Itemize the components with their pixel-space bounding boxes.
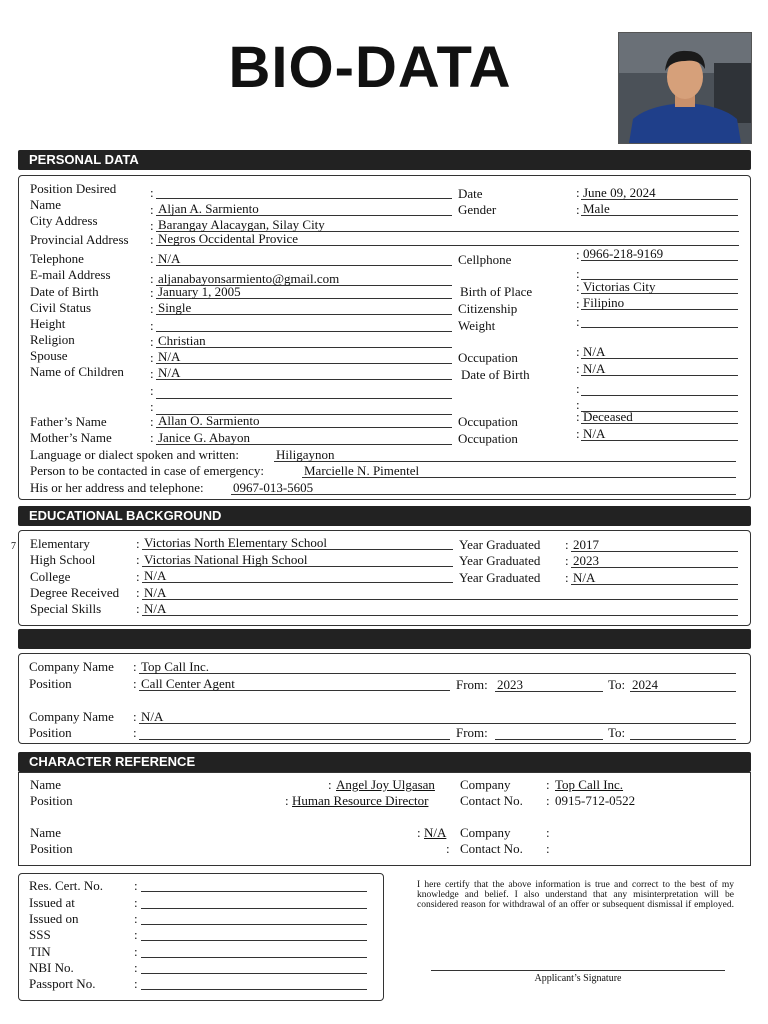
applicant-signature-label: Applicant’s Signature [534, 973, 622, 984]
city-address-field[interactable]: Barangay Alacaygan, Silay City [156, 218, 739, 232]
label-res-cert-no: Res. Cert. No. [29, 878, 104, 893]
label-language: Language or dialect spoken and written: [30, 447, 240, 462]
ref-position-1[interactable]: Human Resource Director [292, 793, 429, 808]
mother-occupation-field[interactable]: N/A [581, 427, 738, 441]
issued-on-field[interactable] [141, 911, 367, 925]
label-father-occupation: Occupation [458, 414, 518, 429]
religion-field[interactable]: Christian [156, 334, 452, 348]
label-children-date-of-birth: Date of Birth [461, 367, 530, 382]
provincial-address-field[interactable]: Negros Occidental Provice [156, 232, 739, 246]
spouse-field[interactable]: N/A [156, 350, 452, 364]
label-ref-name-1: Name [30, 777, 62, 792]
label-citizenship: Citizenship [458, 301, 518, 316]
label-college: College [30, 569, 71, 584]
emergency-contact-field[interactable]: Marcielle N. Pimentel [302, 464, 736, 478]
birth-of-place-field[interactable]: Victorias City [581, 280, 738, 294]
person-photo-icon [619, 33, 751, 143]
label-mother-occupation: Occupation [458, 431, 518, 446]
cellphone-field[interactable]: 0966-218-9169 [581, 247, 738, 261]
certification-text: I here certify that the above information is true and correct to the best of my knowledge and belief. I also understand that any misinterpretation will be considered reason for withdrawal of an offer or subsequent dismissal if employed. [417, 880, 734, 910]
elementary-field[interactable]: Victorias North Elementary School [142, 536, 453, 550]
section-educational-background: EDUCATIONAL BACKGROUND [18, 506, 751, 526]
label-religion: Religion [30, 332, 75, 347]
label-ref-position-2: Position [30, 841, 73, 856]
elementary-year-field[interactable]: 2017 [571, 538, 738, 552]
label-civil-status: Civil Status [30, 300, 92, 315]
emergency-address-field[interactable]: 0967-013-5605 [231, 481, 736, 495]
label-position-1: Position [29, 676, 72, 691]
label-issued-on: Issued on [29, 911, 79, 926]
to-field-1[interactable]: 2024 [630, 678, 736, 692]
label-company-name-1: Company Name [29, 659, 114, 674]
date-of-birth-field[interactable]: January 1, 2005 [156, 285, 452, 299]
label-birth-of-place: Birth of Place [460, 284, 533, 299]
label-year-graduated-elementary: Year Graduated [459, 537, 541, 552]
label-year-graduated-high-school: Year Graduated [459, 553, 541, 568]
label-ref-company-2: Company [460, 825, 511, 840]
label-date: Date [458, 186, 483, 201]
ref-contact-1[interactable]: 0915-712-0522 [555, 793, 636, 808]
company-name-field-1[interactable]: Top Call Inc. [139, 660, 736, 674]
children-date-of-birth-field[interactable]: N/A [581, 362, 738, 376]
label-fathers-name: Father’s Name [30, 414, 107, 429]
label-emergency-contact: Person to be contacted in case of emergency: [30, 463, 265, 478]
page-title: BIO-DATA [228, 35, 512, 100]
stray-mark: 7 [11, 541, 16, 552]
label-tin: TIN [29, 944, 51, 959]
label-city-address: City Address [30, 213, 98, 228]
nbi-no-field[interactable] [141, 960, 367, 974]
degree-received-field[interactable]: N/A [142, 586, 738, 600]
label-company-name-2: Company Name [29, 709, 114, 724]
company-name-field-2[interactable]: N/A [139, 710, 736, 724]
label-ref-position-1: Position [30, 793, 73, 808]
email-field[interactable]: aljanabayonsarmiento@gmail.com [156, 272, 452, 286]
children-field[interactable]: N/A [156, 366, 452, 380]
position-field-2[interactable] [139, 726, 450, 740]
label-to-2: To: [608, 725, 626, 740]
special-skills-field[interactable]: N/A [142, 602, 738, 616]
position-desired-field[interactable] [156, 185, 452, 199]
ref-company-1[interactable]: Top Call Inc. [555, 777, 624, 792]
label-telephone: Telephone [30, 251, 84, 266]
weight-field[interactable] [581, 314, 738, 328]
to-field-2[interactable] [630, 726, 736, 740]
label-to-1: To: [608, 677, 626, 692]
height-field[interactable] [156, 318, 452, 332]
label-email: E-mail Address [30, 267, 111, 282]
gender-field[interactable]: Male [581, 202, 738, 216]
label-nbi-no: NBI No. [29, 960, 74, 975]
label-year-graduated-college: Year Graduated [459, 570, 541, 585]
label-cellphone: Cellphone [458, 252, 512, 267]
from-field-1[interactable]: 2023 [495, 678, 603, 692]
passport-no-field[interactable] [141, 976, 367, 990]
label-ref-contact-1: Contact No. [460, 793, 523, 808]
label-spouse-occupation: Occupation [458, 350, 518, 365]
civil-status-field[interactable]: Single [156, 301, 452, 315]
sss-field[interactable] [141, 927, 367, 941]
language-field[interactable]: Hiligaynon [274, 448, 736, 462]
fathers-name-field[interactable]: Allan O. Sarmiento [156, 414, 452, 428]
college-field[interactable]: N/A [142, 569, 453, 583]
label-issued-at: Issued at [29, 895, 75, 910]
label-mothers-name: Mother’s Name [30, 430, 112, 445]
college-year-field[interactable]: N/A [571, 571, 738, 585]
telephone-field[interactable]: N/A [156, 252, 452, 266]
mothers-name-field[interactable]: Janice G. Abayon [156, 431, 452, 445]
father-occupation-field[interactable]: Deceased [581, 410, 738, 424]
label-from-1: From: [456, 677, 488, 692]
res-cert-no-field[interactable] [141, 878, 367, 892]
label-gender: Gender [458, 202, 497, 217]
children-date-of-birth-field-2[interactable] [581, 382, 738, 396]
spouse-occupation-field[interactable]: N/A [581, 345, 738, 359]
cellphone-field-2[interactable] [581, 266, 738, 280]
label-position-desired: Position Desired [30, 181, 117, 196]
label-name: Name [30, 197, 62, 212]
position-field-1[interactable]: Call Center Agent [139, 677, 450, 691]
label-high-school: High School [30, 552, 96, 567]
date-field[interactable]: June 09, 2024 [581, 186, 738, 200]
applicant-photo [618, 32, 752, 144]
citizenship-field[interactable]: Filipino [581, 296, 738, 310]
from-field-2[interactable] [495, 726, 603, 740]
label-passport-no: Passport No. [29, 976, 96, 991]
label-date-of-birth: Date of Birth [30, 284, 99, 299]
label-weight: Weight [458, 318, 496, 333]
ref-name-2[interactable]: N/A [424, 825, 447, 840]
label-sss: SSS [29, 927, 51, 942]
tin-field[interactable] [141, 944, 367, 958]
children-field-2[interactable] [156, 385, 452, 399]
high-school-year-field[interactable]: 2023 [571, 554, 738, 568]
ref-name-1[interactable]: Angel Joy Ulgasan [336, 777, 435, 792]
label-degree-received: Degree Received [30, 585, 120, 600]
section-employment-bar [18, 629, 751, 649]
label-position-2: Position [29, 725, 72, 740]
issued-at-field[interactable] [141, 895, 367, 909]
section-personal-data: PERSONAL DATA [18, 150, 751, 170]
name-field[interactable]: Aljan A. Sarmiento [156, 202, 452, 216]
label-ref-name-2: Name [30, 825, 62, 840]
section-character-reference: CHARACTER REFERENCE [18, 752, 751, 772]
signature-line[interactable] [431, 970, 725, 971]
label-height: Height [30, 316, 66, 331]
high-school-field[interactable]: Victorias National High School [142, 553, 453, 567]
label-emergency-address: His or her address and telephone: [30, 480, 204, 495]
label-provincial-address: Provincial Address [30, 232, 129, 247]
label-spouse: Spouse [30, 348, 68, 363]
label-from-2: From: [456, 725, 488, 740]
label-elementary: Elementary [30, 536, 90, 551]
label-special-skills: Special Skills [30, 601, 102, 616]
label-ref-contact-2: Contact No. [460, 841, 523, 856]
label-name-of-children: Name of Children [30, 364, 124, 379]
label-ref-company-1: Company [460, 777, 511, 792]
